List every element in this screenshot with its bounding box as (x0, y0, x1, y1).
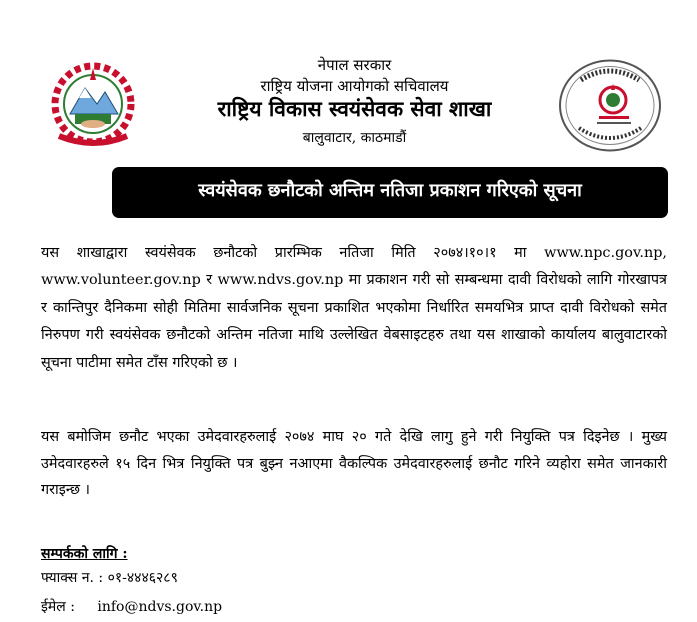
office-address: बालुवाटार, काठमाडौं (302, 130, 407, 146)
commission-secretariat: राष्ट्रिय योजना आयोगको सचिवालय (260, 77, 449, 95)
contact-label: सम्पर्कको लागि : (41, 546, 128, 562)
fax-line (41, 568, 178, 587)
fax-number: ०१-४४४६२८९ (107, 570, 178, 586)
email-line (41, 597, 222, 616)
notice-paragraph-2: यस बमोजिम छनौट भएका उमेदवारहरुलाई २०७४ माघ २० गते देखि लागु हुने गरी नियुक्ति पत्र दिइनेछ । मुख्य उमेदवारहरुले १५ दिन भित्र नियुक्ति पत्र बुझ्न नआएमा वैकल्पिक उमेदवारहरुलाई छनौट गरिने व्यहोरा समेत जानकारी गराइन्छ । (41, 429, 667, 498)
office-name: राष्ट्रिय विकास स्वयंसेवक सेवा शाखा (217, 96, 492, 121)
email-label: ईमेल : (41, 599, 75, 615)
email-address[interactable]: info@ndvs.gov.np (97, 599, 223, 615)
fax-label: फ्याक्स न. : (41, 570, 104, 586)
notice-title: स्वयंसेवक छनौटको अन्तिम नतिजा प्रकाशन गरिएको सूचना (112, 167, 668, 218)
notice-paragraph-1: यस शाखाद्वारा स्वयंसेवक छनौटको प्रारम्भिक नतिजा मिति २०७४।१०।१ मा www.npc.gov.np, www.volunteer.gov.np र www.ndvs.gov.np मा प्रकाशन गरी सो सम्बन्धमा दावी विरोधको लागि गोरखापत्र र कान्तिपुर दैनिकमा सोही मितिमा सार्वजनिक सूचना प्रकाशित भएकोमा निर्धारित समयभित्र प्राप्त दावी विरोधको समेत निरुपण गरी स्वयंसेवक छनौटको अन्तिम नतिजा माथि उल्लेखित वेबसाइटहरु तथा यस शाखाको कार्यालय बालुवाटारको सूचना पाटीमा समेत टाँस गरिएको छ । (41, 245, 667, 371)
government-name: नेपाल सरकार (317, 56, 392, 74)
